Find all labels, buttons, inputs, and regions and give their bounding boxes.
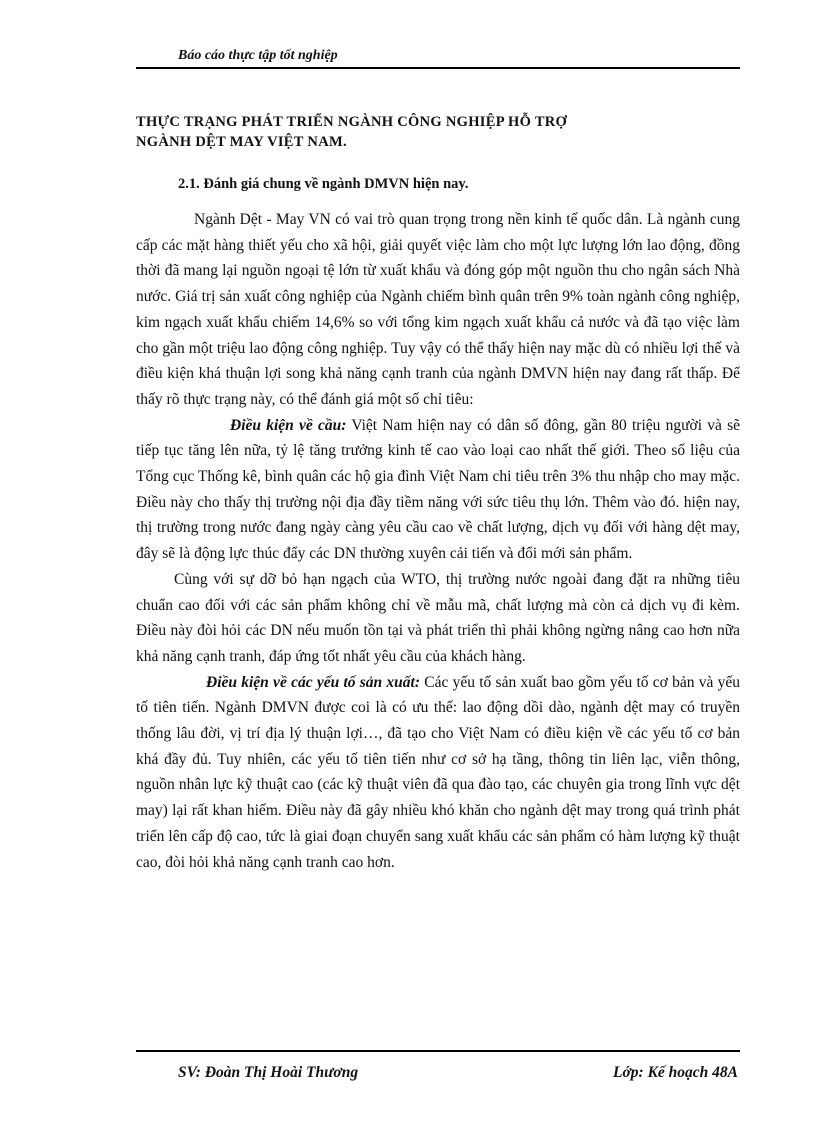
page-footer xyxy=(136,1050,740,1081)
chapter-title xyxy=(136,112,746,152)
paragraph-4-lead: Điều kiện về các yếu tố sản xuất: xyxy=(206,673,421,691)
header-title: Báo cáo thực tập tốt nghiệp xyxy=(178,48,338,63)
paragraph-2-lead: Điều kiện về cầu: xyxy=(230,416,347,434)
page-header xyxy=(136,48,740,69)
chapter-title-line1: THỰC TRẠNG PHÁT TRIỂN NGÀNH CÔNG NGHIỆP HỖ TRỢ xyxy=(136,114,568,130)
paragraph-2 xyxy=(136,413,740,567)
paragraph-4-text: Các yếu tố sản xuất bao gồm yếu tố cơ bản và yếu tố tiên tiến. Ngành DMVN được coi là có ưu thế: lao động dồi dào, ngành dệt may có truyền thống lâu đời, vị trí địa lý thuận lợi…, đã tạo cho Việt Nam có điều kiện về các yếu tố cơ bản khá đầy đủ. Tuy nhiên, các yếu tố tiên tiến như cơ sở hạ tầng, thông tin liên lạc, viễn thông, nguồn nhân lực kỹ thuật cao (các kỹ thuật viên đã qua đào tạo, các chuyên gia trong lĩnh vực dệt may) lại rất khan hiếm. Điều này đã gây nhiều khó khăn cho ngành dệt may trong quá trình phát triển lên cấp độ cao, tức là giai đoạn chuyển sang xuất khẩu các sản phẩm có hàm lượng kỹ thuật cao, đòi hỏi khả năng cạnh tranh cao hơn. xyxy=(136,673,740,871)
paragraph-2-text: Việt Nam hiện nay có dân số đông, gần 80 triệu người và sẽ tiếp tục tăng lên nữa, tỷ lệ tăng trưởng kinh tế cao vào loại cao nhất thế giới. Theo số liệu của Tổng cục Thống kê, bình quân các hộ gia đình Việt Nam chi tiêu trên 3% thu nhập cho may mặc. Điều này cho thấy thị trường nội địa đầy tiềm năng với sức tiêu thụ lớn. Thêm vào đó. hiện nay, thị trường trong nước đang ngày càng yêu cầu cao về chất lượng, dịch vụ đối với hàng dệt may, đây sẽ là động lực thúc đẩy các DN thường xuyên cải tiến và đổi mới sản phẩm. xyxy=(136,416,740,563)
paragraph-3: Cùng với sự dỡ bỏ hạn ngạch của WTO, thị trường nước ngoài đang đặt ra những tiêu chuẩn cao đối với các sản phẩm không chỉ về mẫu mã, chất lượng mà còn cả dịch vụ đi kèm. Điều này đòi hỏi các DN nếu muốn tồn tại và phát triển thì phải không ngừng nâng cao hơn nữa khả năng cạnh tranh, đáp ứng tốt nhất yêu cầu của khách hàng. xyxy=(136,570,740,665)
paragraph-4 xyxy=(136,670,740,876)
chapter-title-line2: NGÀNH DỆT MAY VIỆT NAM. xyxy=(136,134,347,150)
body-text xyxy=(136,207,740,875)
section-title: 2.1. Đánh giá chung về ngành DMVN hiện nay. xyxy=(178,176,469,192)
footer-student: SV: Đoàn Thị Hoài Thương xyxy=(178,1064,359,1081)
footer-class: Lớp: Kế hoạch 48A xyxy=(613,1064,738,1081)
paragraph-1: Ngành Dệt - May VN có vai trò quan trọng trong nền kinh tế quốc dân. Là ngành cung cấp các mặt hàng thiết yếu cho xã hội, giải quyết việc làm cho một lực lượng lớn lao động, đồng thời đã mang lại nguồn ngoại tệ lớn từ xuất khẩu và đóng góp một nguồn thu cho ngân sách Nhà nước. Giá trị sản xuất công nghiệp của Ngành chiếm bình quân trên 9% toàn ngành công nghiệp, kim ngạch xuất khẩu chiếm 14,6% so với tổng kim ngạch xuất khẩu cả nước và đã tạo việc làm cho gần một triệu lao động công nghiệp. Tuy vậy có thể thấy hiện nay mặc dù có nhiều lợi thế và điều kiện khá thuận lợi song khả năng cạnh tranh của ngành DMVN hiện nay đang rất thấp. Để thấy rõ thực trạng này, có thể đánh giá một số chỉ tiêu: xyxy=(136,211,740,408)
